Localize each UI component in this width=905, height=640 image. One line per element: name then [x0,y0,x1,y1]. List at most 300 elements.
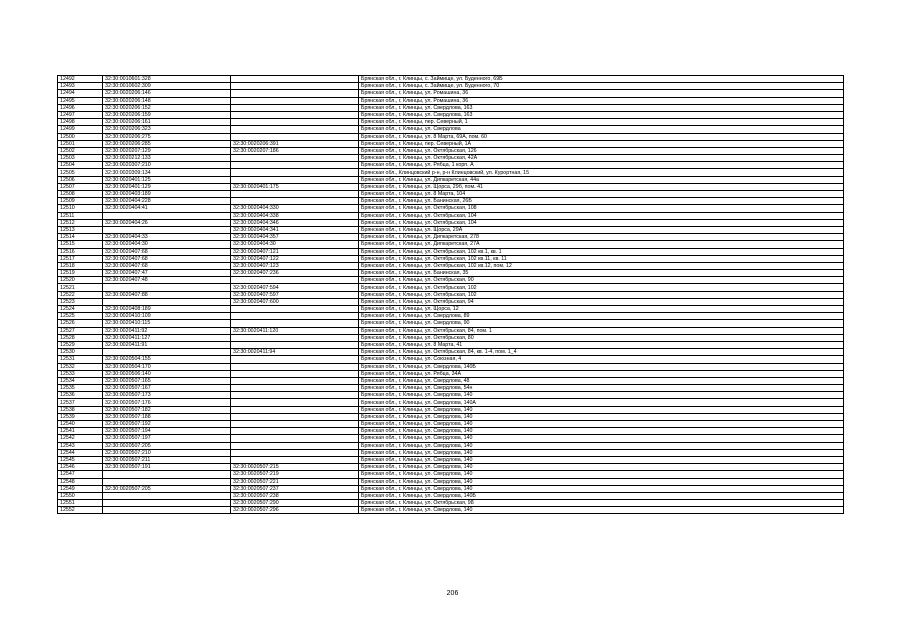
address-cell: Брянская обл., г. Клинцы, ул. Свердлова [359,126,844,133]
cadastral-number-cell: 32:30:0020407:48 [103,277,231,284]
related-cadastral-number-cell [231,191,359,198]
row-number-cell: 12529 [58,341,103,348]
row-number-cell: 12497 [58,111,103,118]
row-number-cell: 12546 [58,464,103,471]
cadastral-number-cell: 32:30:0020206:159 [103,111,231,118]
address-cell: Брянская обл., г. Клинцы, ул. Свердлова, 140 [359,507,844,514]
row-number-cell: 12512 [58,219,103,226]
table-row [58,456,844,463]
address-cell: Брянская обл., г. Клинцы, ул. Октябрьская, 108 [359,205,844,212]
address-cell: Брянская обл., г. Клинцы, пер. Северный, 1А [359,140,844,147]
cadastral-number-cell: 32:30:0020507:191 [103,464,231,471]
table-row [58,219,844,226]
cadastral-number-cell: 32:30:0020408:189 [103,306,231,313]
row-number-cell: 12536 [58,392,103,399]
address-cell: Брянская обл., г. Клинцы, с. Займище, ул. Буденного, 70 [359,83,844,90]
row-number-cell: 12518 [58,262,103,269]
table-row [58,370,844,377]
row-number-cell: 12498 [58,119,103,126]
table-row [58,334,844,341]
related-cadastral-number-cell [231,356,359,363]
address-cell: Брянская обл., г. Клинцы, ул. Рябца, 34А [359,370,844,377]
row-number-cell: 12548 [58,478,103,485]
row-number-cell: 12538 [58,406,103,413]
cadastral-number-cell: 32:30:0020407:68 [103,262,231,269]
address-cell: Брянская обл., г. Клинцы, ул. Свердлова, 140 [359,471,844,478]
row-number-cell: 12531 [58,356,103,363]
address-cell: Брянская обл., г. Клинцы, ул. Октябрьская, 84, пом. 1 [359,327,844,334]
cadastral-number-cell: 32:30:0020404:41 [103,205,231,212]
table-row [58,500,844,507]
table-row [58,313,844,320]
cadastral-number-cell: 32:30:0020507:167 [103,385,231,392]
cadastral-number-cell: 32:30:0020504:170 [103,363,231,370]
table-row [58,298,844,305]
row-number-cell: 12523 [58,298,103,305]
table-row [58,349,844,356]
address-cell: Брянская обл., г. Клинцы, ул. Свердлова, 163 [359,111,844,118]
row-number-cell: 12539 [58,413,103,420]
cadastral-number-cell: 32:30:0020407:68 [103,255,231,262]
row-number-cell: 12507 [58,183,103,190]
related-cadastral-number-cell [231,421,359,428]
related-cadastral-number-cell [231,399,359,406]
table-row [58,155,844,162]
table-row [58,449,844,456]
cadastral-number-cell: 32:30:0010601:328 [103,76,231,83]
row-number-cell: 12519 [58,270,103,277]
table-row [58,262,844,269]
table-row [58,320,844,327]
cadastral-number-cell: 32:30:0020506:140 [103,370,231,377]
cadastral-number-cell: 32:30:0020507:192 [103,421,231,428]
row-number-cell: 12533 [58,370,103,377]
row-number-cell: 12545 [58,456,103,463]
address-cell: Брянская обл., г. Клинцы, с. Займище, ул. Буденного, 69Б [359,76,844,83]
related-cadastral-number-cell [231,442,359,449]
address-cell: Брянская обл., г. Клинцы, ул. Банинская, 26Б [359,198,844,205]
address-cell: Брянская обл., г. Клинцы, ул. 8 Марта, 41 [359,341,844,348]
row-number-cell: 12505 [58,169,103,176]
row-number-cell: 12501 [58,140,103,147]
table-row [58,111,844,118]
table-row [58,291,844,298]
cadastral-number-cell [103,500,231,507]
cadastral-number-cell: 32:30:0020507:205 [103,442,231,449]
row-number-cell: 12535 [58,385,103,392]
related-cadastral-number-cell: 32:30:0020507:296 [231,507,359,514]
related-cadastral-number-cell: 32:30:0020206:391 [231,140,359,147]
cadastral-number-cell: 32:30:0020404:33 [103,234,231,241]
table-row [58,176,844,183]
address-cell: Брянская обл., г. Клинцы, ул. Ромашина, 36 [359,97,844,104]
table-row [58,90,844,97]
related-cadastral-number-cell: 32:30:0020404:341 [231,226,359,233]
table-row [58,284,844,291]
cadastral-number-cell: 32:30:0020207:129 [103,147,231,154]
table-row [58,507,844,514]
row-number-cell: 12551 [58,500,103,507]
related-cadastral-number-cell [231,370,359,377]
table-row [58,406,844,413]
address-cell: Брянская обл., г. Клинцы, ул. Октябрьская, 102 [359,291,844,298]
cadastral-number-cell [103,284,231,291]
row-number-cell: 12499 [58,126,103,133]
table-row [58,399,844,406]
related-cadastral-number-cell: 32:30:0020401:175 [231,183,359,190]
row-number-cell: 12500 [58,133,103,140]
related-cadastral-number-cell [231,449,359,456]
table-row [58,248,844,255]
table-row [58,83,844,90]
address-cell: Брянская обл., г. Клинцы, ул. Свердлова, 140 [359,406,844,413]
table-row [58,191,844,198]
related-cadastral-number-cell: 32:30:0020404:357 [231,234,359,241]
table-row [58,76,844,83]
registry-table [57,75,844,514]
table-row [58,327,844,334]
row-number-cell: 12496 [58,104,103,111]
table-row [58,306,844,313]
address-cell: Брянская обл., г. Клинцы, ул. Щорса, 29б, пом. 41 [359,183,844,190]
address-cell: Брянская обл., г. Клинцы, ул. Щорса, 12 [359,306,844,313]
address-cell: Брянская обл., г. Клинцы, ул. 8 Марта, 69А, пом. 60 [359,133,844,140]
row-number-cell: 12534 [58,377,103,384]
row-number-cell: 12528 [58,334,103,341]
table-row [58,392,844,399]
related-cadastral-number-cell [231,76,359,83]
row-number-cell: 12530 [58,349,103,356]
address-cell: Брянская обл., г. Клинцы, ул. Свердлова, 140А [359,399,844,406]
address-cell: Брянская обл., г. Клинцы, ул. Свердлова, 54н [359,385,844,392]
row-number-cell: 12517 [58,255,103,262]
address-cell: Брянская обл., г. Клинцы, ул. Свердлова, 140 [359,428,844,435]
related-cadastral-number-cell [231,377,359,384]
table-row [58,133,844,140]
row-number-cell: 12514 [58,234,103,241]
table-row [58,464,844,471]
related-cadastral-number-cell: 32:30:0020507:215 [231,464,359,471]
table-row [58,241,844,248]
address-cell: Брянская обл., г. Клинцы, пер. Северный, 1 [359,119,844,126]
row-number-cell: 12504 [58,162,103,169]
cadastral-number-cell: 32:30:0020507:173 [103,392,231,399]
table-row [58,413,844,420]
address-cell: Брянская обл., г. Клинцы, ул. Октябрьская, 80 [359,334,844,341]
related-cadastral-number-cell [231,133,359,140]
address-cell: Брянская обл., г. Клинцы, ул. Свердлова, 140 [359,485,844,492]
table-row [58,270,844,277]
address-cell: Брянская обл., г. Клинцы, ул. Свердлова, 140 [359,478,844,485]
row-number-cell: 12532 [58,363,103,370]
related-cadastral-number-cell: 32:30:0020411:120 [231,327,359,334]
cadastral-number-cell [103,471,231,478]
row-number-cell: 12526 [58,320,103,327]
related-cadastral-number-cell: 32:30:0020407:594 [231,284,359,291]
cadastral-number-cell: 32:30:0020404:30 [103,241,231,248]
address-cell: Брянская обл., г. Клинцы, ул. Октябрьская, 42А [359,155,844,162]
address-cell: Брянская обл., Клинцовский р-н, р-н Клинцовский, ул. Курортная, 15 [359,169,844,176]
related-cadastral-number-cell [231,406,359,413]
cadastral-number-cell: 32:30:0020507:188 [103,413,231,420]
related-cadastral-number-cell: 32:30:0020404:346 [231,219,359,226]
cadastral-number-cell: 32:30:0020407:47 [103,270,231,277]
related-cadastral-number-cell: 32:30:0020507:238 [231,492,359,499]
related-cadastral-number-cell: 32:30:0020407:236 [231,270,359,277]
related-cadastral-number-cell [231,162,359,169]
cadastral-number-cell: 32:30:0020507:205 [103,485,231,492]
table-row [58,421,844,428]
table-row [58,492,844,499]
address-cell: Брянская обл., г. Клинцы, ул. Банинская, 35 [359,270,844,277]
cadastral-number-cell [103,349,231,356]
related-cadastral-number-cell: 32:30:0020407:600 [231,298,359,305]
cadastral-number-cell: 32:30:0020507:194 [103,428,231,435]
table-row [58,140,844,147]
related-cadastral-number-cell: 32:30:0020404:330 [231,205,359,212]
cadastral-number-cell: 32:30:0020206:146 [103,90,231,97]
address-cell: Брянская обл., г. Клинцы, ул. Октябрьская, 94 [359,298,844,305]
address-cell: Брянская обл., г. Клинцы, ул. Октябрьская, 84, кв. 1-4, пом. 1_4 [359,349,844,356]
cadastral-number-cell: 32:30:0020206:285 [103,140,231,147]
table-row [58,377,844,384]
address-cell: Брянская обл., г. Клинцы, ул. Свердлова, 90 [359,320,844,327]
related-cadastral-number-cell [231,104,359,111]
row-number-cell: 12508 [58,191,103,198]
cadastral-number-cell: 32:30:0020401:125 [103,176,231,183]
address-cell: Брянская обл., г. Клинцы, ул. Щорса, 29А [359,226,844,233]
table-row [58,341,844,348]
table-row [58,97,844,104]
cadastral-number-cell [103,492,231,499]
cadastral-number-cell: 32:30:0020411:127 [103,334,231,341]
table-row [58,147,844,154]
cadastral-number-cell [103,212,231,219]
address-cell: Брянская обл., г. Клинцы, ул. Свердлова, 140Б [359,492,844,499]
related-cadastral-number-cell [231,83,359,90]
cadastral-number-cell [103,507,231,514]
table-row [58,104,844,111]
row-number-cell: 12549 [58,485,103,492]
related-cadastral-number-cell [231,126,359,133]
address-cell: Брянская обл., г. Клинцы, ул. Дипкаретская, 44а [359,176,844,183]
related-cadastral-number-cell: 32:30:0020404:338 [231,212,359,219]
related-cadastral-number-cell [231,313,359,320]
row-number-cell: 12540 [58,421,103,428]
cadastral-number-cell: 32:30:0020206:323 [103,126,231,133]
table-row [58,162,844,169]
address-cell: Брянская обл., г. Клинцы, ул. Свердлова, 140 [359,442,844,449]
cadastral-number-cell: 32:30:0020411:91 [103,341,231,348]
page-number: 206 [446,590,459,597]
table-row [58,234,844,241]
table-row [58,435,844,442]
related-cadastral-number-cell: 32:30:0020404:30 [231,241,359,248]
table-row [58,363,844,370]
registry-table-body [58,76,844,514]
related-cadastral-number-cell: 32:30:0020507:290 [231,500,359,507]
address-cell: Брянская обл., г. Клинцы, ул. Октябрьская, 90 [359,277,844,284]
address-cell: Брянская обл., г. Клинцы, ул. Свердлова, 163 [359,104,844,111]
address-cell: Брянская обл., г. Клинцы, ул. Свердлова, 140Б [359,363,844,370]
table-row [58,205,844,212]
row-number-cell: 12515 [58,241,103,248]
address-cell: Брянская обл., г. Клинцы, ул. Свердлова, 140 [359,464,844,471]
cadastral-number-cell: 32:30:0020206:148 [103,97,231,104]
row-number-cell: 12550 [58,492,103,499]
table-row [58,169,844,176]
related-cadastral-number-cell: 32:30:0020507:237 [231,485,359,492]
row-number-cell: 12547 [58,471,103,478]
row-number-cell: 12506 [58,176,103,183]
related-cadastral-number-cell [231,111,359,118]
related-cadastral-number-cell: 32:30:0020411:94 [231,349,359,356]
related-cadastral-number-cell: 32:30:0020207:186 [231,147,359,154]
cadastral-number-cell: 32:30:0010602:309 [103,83,231,90]
address-cell: Брянская обл., г. Клинцы, ул. Октябрьская, 104 [359,219,844,226]
address-cell: Брянская обл., г. Клинцы, ул. Союзная, 4 [359,356,844,363]
address-cell: Брянская обл., г. Клинцы, ул. Дипкаретская, 278 [359,234,844,241]
cadastral-number-cell: 32:30:0020410:109 [103,313,231,320]
cadastral-number-cell: 32:30:0020206:152 [103,104,231,111]
address-cell: Брянская обл., г. Клинцы, ул. Свердлова, 140 [359,449,844,456]
cadastral-number-cell: 32:30:0020404:26 [103,219,231,226]
cadastral-number-cell: 32:30:0020504:155 [103,356,231,363]
cadastral-number-cell: 32:30:0020206:161 [103,119,231,126]
table-row [58,126,844,133]
row-number-cell: 12520 [58,277,103,284]
table-row [58,198,844,205]
address-cell: Брянская обл., г. Клинцы, ул. Октябрьская, 102 кв.11, кв. 11 [359,255,844,262]
address-cell: Брянская обл., г. Клинцы, ул. Свердлова, 140 [359,413,844,420]
related-cadastral-number-cell [231,320,359,327]
row-number-cell: 12516 [58,248,103,255]
related-cadastral-number-cell [231,341,359,348]
address-cell: Брянская обл., г. Клинцы, ул. Октябрьская, 126 [359,147,844,154]
address-cell: Брянская обл., г. Клинцы, ул. Свердлова, 140 [359,456,844,463]
address-cell: Брянская обл., г. Клинцы, ул. Свердлова, 48 [359,377,844,384]
row-number-cell: 12544 [58,449,103,456]
address-cell: Брянская обл., г. Клинцы, ул. 8 Марта, 104 [359,191,844,198]
row-number-cell: 12541 [58,428,103,435]
row-number-cell: 12524 [58,306,103,313]
row-number-cell: 12513 [58,226,103,233]
cadastral-number-cell: 32:30:0020206:275 [103,133,231,140]
related-cadastral-number-cell [231,119,359,126]
address-cell: Брянская обл., г. Клинцы, ул. Рябца, 1 корп. А [359,162,844,169]
table-row [58,255,844,262]
cadastral-number-cell: 32:30:0020407:68 [103,248,231,255]
row-number-cell: 12522 [58,291,103,298]
address-cell: Брянская обл., г. Клинцы, ул. Свердлова, 89 [359,313,844,320]
table-row [58,277,844,284]
cadastral-number-cell: 32:30:0020307:210 [103,162,231,169]
cadastral-number-cell: 32:30:0020507:197 [103,435,231,442]
row-number-cell: 12552 [58,507,103,514]
related-cadastral-number-cell [231,277,359,284]
related-cadastral-number-cell [231,198,359,205]
cadastral-number-cell: 32:30:0020507:211 [103,456,231,463]
cadastral-number-cell: 32:30:0020401:129 [103,183,231,190]
row-number-cell: 12542 [58,435,103,442]
row-number-cell: 12492 [58,76,103,83]
address-cell: Брянская обл., г. Клинцы, ул. Свердлова, 140 [359,421,844,428]
table-row [58,485,844,492]
table-row [58,442,844,449]
address-cell: Брянская обл., г. Клинцы, ул. Ромашина, 36 [359,90,844,97]
cadastral-number-cell: 32:30:0020507:165 [103,377,231,384]
table-row [58,356,844,363]
cadastral-number-cell: 32:30:0020403:189 [103,191,231,198]
address-cell: Брянская обл., г. Клинцы, ул. Дипкаретская, 27А [359,241,844,248]
table-row [58,226,844,233]
table-row [58,212,844,219]
table-row [58,478,844,485]
cadastral-number-cell: 32:30:0020410:115 [103,320,231,327]
row-number-cell: 12494 [58,90,103,97]
address-cell: Брянская обл., г. Клинцы, ул. Октябрьская, 102 кв.12, пом. 12 [359,262,844,269]
related-cadastral-number-cell [231,456,359,463]
related-cadastral-number-cell: 32:30:0020407:121 [231,248,359,255]
table-row [58,183,844,190]
row-number-cell: 12509 [58,198,103,205]
row-number-cell: 12537 [58,399,103,406]
cadastral-number-cell: 32:30:0020507:210 [103,449,231,456]
related-cadastral-number-cell: 32:30:0020407:122 [231,255,359,262]
related-cadastral-number-cell [231,413,359,420]
cadastral-number-cell [103,478,231,485]
related-cadastral-number-cell [231,90,359,97]
related-cadastral-number-cell [231,435,359,442]
related-cadastral-number-cell [231,176,359,183]
row-number-cell: 12525 [58,313,103,320]
row-number-cell: 12521 [58,284,103,291]
cadastral-number-cell: 32:30:0020507:182 [103,406,231,413]
cadastral-number-cell: 32:30:0020309:134 [103,169,231,176]
address-cell: Брянская обл., г. Клинцы, ул. Свердлова, 140 [359,392,844,399]
cadastral-number-cell [103,298,231,305]
related-cadastral-number-cell: 32:30:0020407:597 [231,291,359,298]
related-cadastral-number-cell [231,428,359,435]
table-row [58,119,844,126]
related-cadastral-number-cell: 32:30:0020507:221 [231,478,359,485]
table-row [58,428,844,435]
related-cadastral-number-cell: 32:30:0020407:123 [231,262,359,269]
cadastral-number-cell: 32:30:0020212:133 [103,155,231,162]
address-cell: Брянская обл., г. Клинцы, ул. Свердлова, 140 [359,435,844,442]
table-row [58,385,844,392]
related-cadastral-number-cell [231,97,359,104]
related-cadastral-number-cell [231,169,359,176]
table-row [58,471,844,478]
address-cell: Брянская обл., г. Клинцы, ул. Октябрьская, 102 [359,284,844,291]
cadastral-number-cell: 32:30:0020407:88 [103,291,231,298]
related-cadastral-number-cell [231,385,359,392]
cadastral-number-cell: 32:30:0020507:176 [103,399,231,406]
related-cadastral-number-cell [231,155,359,162]
related-cadastral-number-cell: 32:30:0020507:219 [231,471,359,478]
row-number-cell: 12511 [58,212,103,219]
row-number-cell: 12495 [58,97,103,104]
row-number-cell: 12527 [58,327,103,334]
row-number-cell: 12503 [58,155,103,162]
related-cadastral-number-cell [231,306,359,313]
cadastral-number-cell [103,226,231,233]
row-number-cell: 12543 [58,442,103,449]
row-number-cell: 12493 [58,83,103,90]
related-cadastral-number-cell [231,392,359,399]
cadastral-number-cell: 32:30:0020411:92 [103,327,231,334]
